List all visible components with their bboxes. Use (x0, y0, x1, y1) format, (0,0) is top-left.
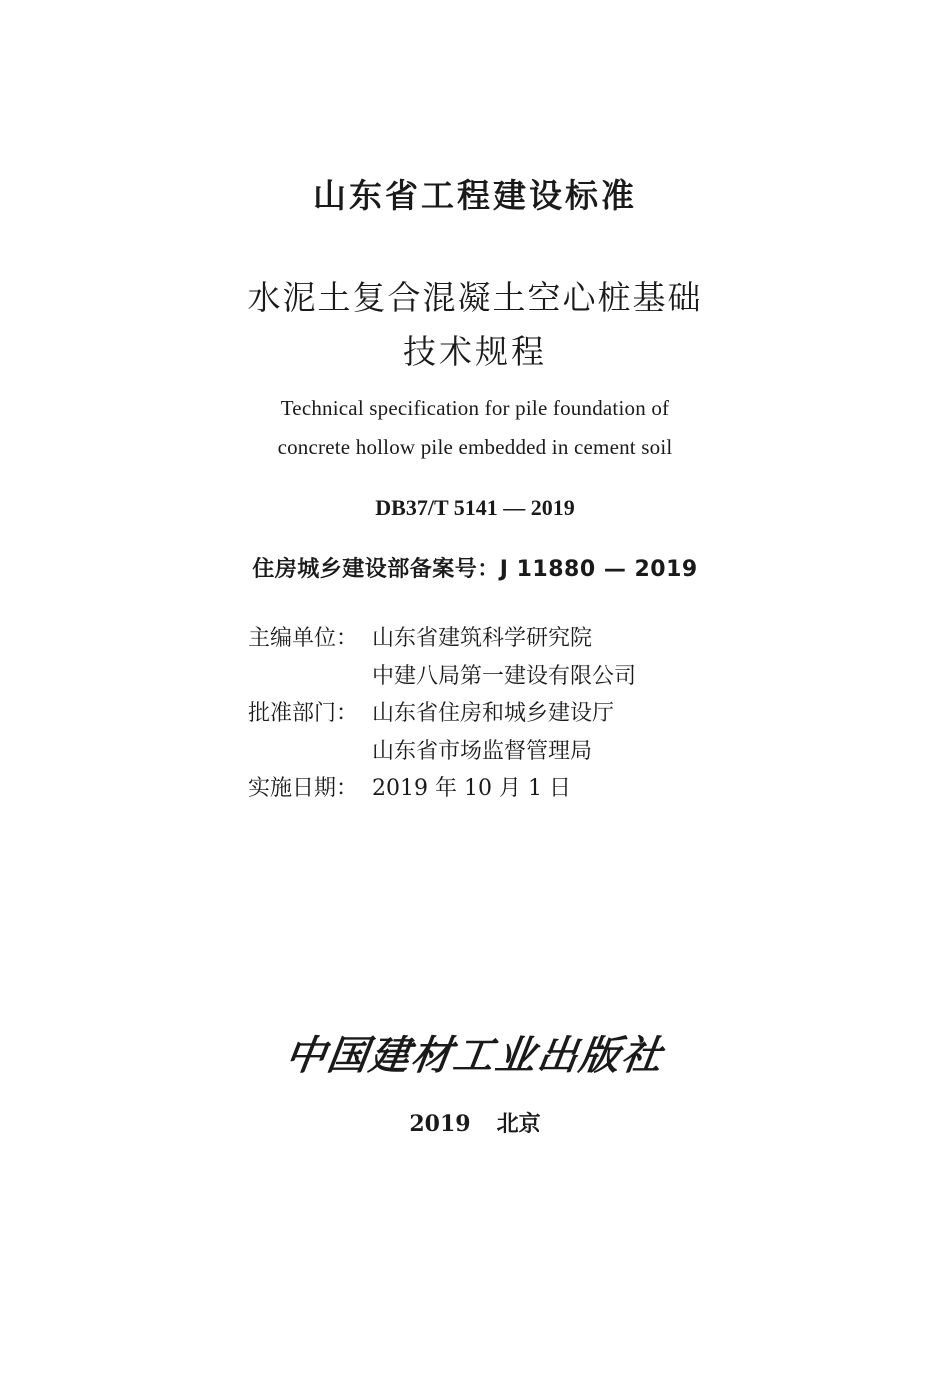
effective-date-row (248, 770, 636, 808)
record-number: 住房城乡建设部备案号：J 11880 — 2019 (252, 557, 698, 582)
effective-date: 2019 年 10 月 1 日 (372, 776, 571, 801)
editor-name-2: 中建八局第一建设有限公司 (372, 663, 637, 689)
publication-info (248, 620, 636, 808)
imprint-footer (0, 1107, 950, 1138)
editor-label: 主编单位： (248, 626, 359, 651)
publisher-logotype: 中国建材工业出版社 (282, 1032, 667, 1079)
effective-date-label: 实施日期： (248, 776, 359, 801)
approver-row (248, 695, 636, 733)
approver-label: 批准部门： (248, 701, 359, 726)
editor-name-1: 山东省建筑科学研究院 (372, 626, 593, 651)
imprint-year: 2019 (409, 1111, 471, 1137)
editor-row (248, 620, 636, 658)
editor-row-2 (248, 658, 636, 696)
english-title-line-1: Technical specification for pile foundation of (280, 396, 670, 420)
approver-name-2: 山东省市场监督管理局 (372, 738, 593, 764)
approver-name-1: 山东省住房和城乡建设厅 (372, 701, 615, 726)
imprint-city: 北京 (496, 1111, 541, 1137)
document-title-line-2: 技术规程 (403, 332, 547, 371)
approver-row-2 (248, 733, 636, 771)
standard-number: DB37/T 5141 — 2019 (375, 495, 575, 520)
document-title-line-1: 水泥土复合混凝土空心桩基础 (247, 278, 703, 317)
english-title-line-2: concrete hollow pile embedded in cement soil (277, 435, 673, 459)
standard-series-heading: 山东省工程建设标准 (313, 176, 637, 215)
